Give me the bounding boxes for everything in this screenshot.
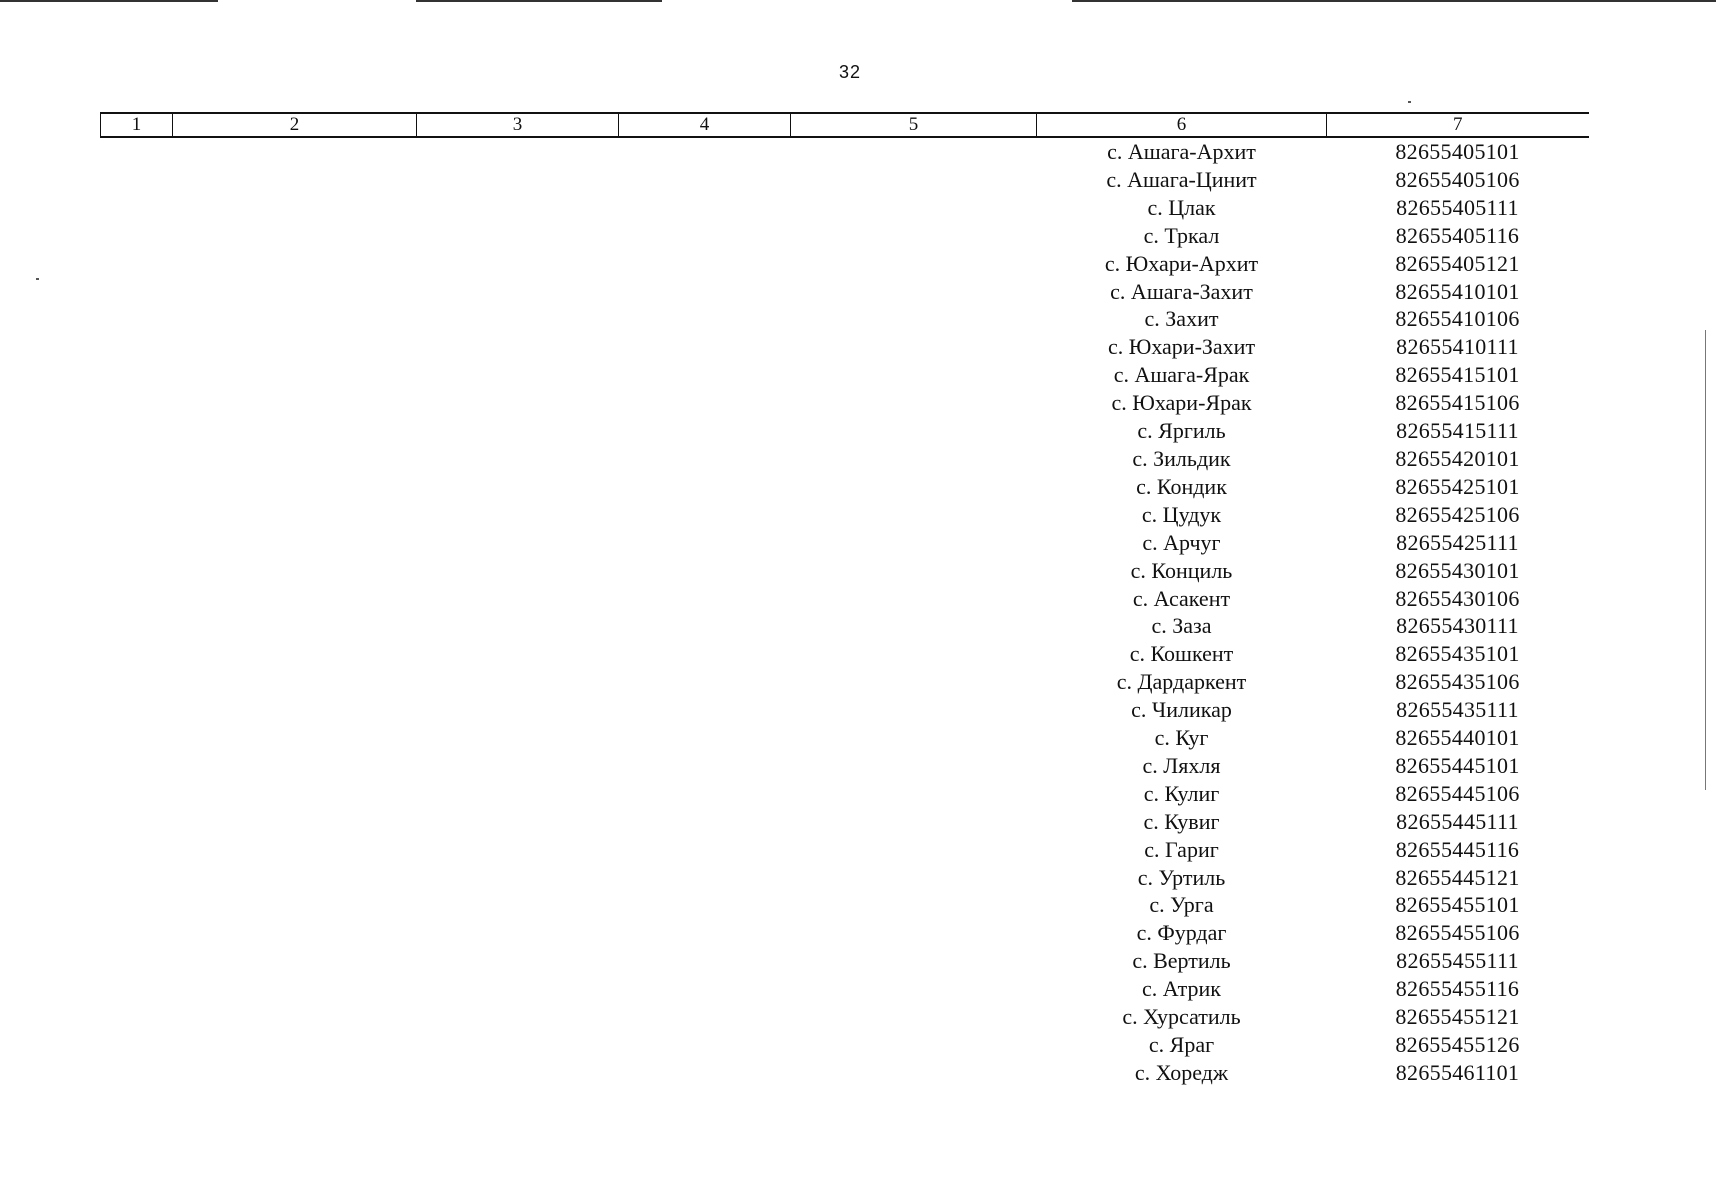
table-row xyxy=(101,585,1589,613)
empty-cell xyxy=(619,250,791,278)
empty-cell xyxy=(173,891,417,919)
empty-cell xyxy=(619,640,791,668)
table-row xyxy=(101,361,1589,389)
empty-cell xyxy=(417,668,619,696)
settlement-name-cell: с. Юхари-Архит xyxy=(1104,250,1259,276)
empty-cell xyxy=(173,250,417,278)
table-row xyxy=(101,919,1589,947)
oktmo-code-cell: 82655445106 xyxy=(1395,780,1520,806)
empty-cell xyxy=(173,417,417,445)
empty-cell xyxy=(101,166,173,194)
settlement-name-cell: с. Цудук xyxy=(1141,501,1222,527)
empty-cell xyxy=(791,389,1037,417)
empty-cell xyxy=(619,333,791,361)
table-row xyxy=(101,305,1589,333)
settlement-name-cell: с. Чиликар xyxy=(1131,697,1232,723)
settlement-name-cell: с. Яргиль xyxy=(1137,418,1226,444)
settlement-name-cell: с. Тркал xyxy=(1143,222,1220,248)
empty-cell xyxy=(791,808,1037,836)
empty-cell xyxy=(173,612,417,640)
scan-artifact xyxy=(1408,101,1411,103)
settlement-name-cell: с. Конциль xyxy=(1130,557,1233,583)
table-row xyxy=(101,780,1589,808)
oktmo-code-cell: 82655445116 xyxy=(1395,836,1520,862)
column-header-5: 5 xyxy=(791,113,1037,137)
empty-cell xyxy=(417,250,619,278)
table-row xyxy=(101,250,1589,278)
empty-cell xyxy=(173,808,417,836)
empty-cell xyxy=(619,166,791,194)
empty-cell xyxy=(619,305,791,333)
scan-edge-line xyxy=(416,0,662,2)
settlement-name-cell: с. Ашага-Ярак xyxy=(1113,362,1250,388)
empty-cell xyxy=(417,585,619,613)
table-row xyxy=(101,445,1589,473)
oktmo-code-cell: 82655455121 xyxy=(1395,1004,1520,1030)
table-row xyxy=(101,278,1589,306)
empty-cell xyxy=(619,919,791,947)
empty-cell xyxy=(619,222,791,250)
empty-cell xyxy=(791,445,1037,473)
empty-cell xyxy=(791,836,1037,864)
empty-cell xyxy=(173,836,417,864)
oktmo-code-cell: 82655461101 xyxy=(1395,1059,1520,1085)
oktmo-code-cell: 82655415106 xyxy=(1395,390,1520,416)
table-body xyxy=(101,137,1589,1087)
oktmo-code-cell: 82655445121 xyxy=(1395,864,1520,890)
empty-cell xyxy=(619,975,791,1003)
empty-cell xyxy=(101,780,173,808)
empty-cell xyxy=(417,361,619,389)
table-row xyxy=(101,137,1589,166)
empty-cell xyxy=(791,668,1037,696)
empty-cell xyxy=(101,222,173,250)
empty-cell xyxy=(173,501,417,529)
oktmo-code-cell: 82655440101 xyxy=(1395,725,1520,751)
empty-cell xyxy=(417,919,619,947)
settlement-name-cell: с. Ашага-Архит xyxy=(1107,139,1256,164)
empty-cell xyxy=(173,585,417,613)
column-header-7: 7 xyxy=(1327,113,1589,137)
empty-cell xyxy=(791,1003,1037,1031)
table-row xyxy=(101,808,1589,836)
empty-cell xyxy=(619,947,791,975)
empty-cell xyxy=(619,612,791,640)
empty-cell xyxy=(791,947,1037,975)
empty-cell xyxy=(417,529,619,557)
empty-cell xyxy=(619,529,791,557)
table-row xyxy=(101,166,1589,194)
empty-cell xyxy=(101,389,173,417)
settlement-name-cell: с. Ашага-Цинит xyxy=(1106,166,1257,192)
empty-cell xyxy=(619,417,791,445)
empty-cell xyxy=(417,445,619,473)
empty-cell xyxy=(417,166,619,194)
settlement-name-cell: с. Захит xyxy=(1144,306,1219,332)
empty-cell xyxy=(101,445,173,473)
empty-cell xyxy=(101,361,173,389)
empty-cell xyxy=(417,222,619,250)
table-row xyxy=(101,1059,1589,1087)
empty-cell xyxy=(619,1059,791,1087)
settlement-name-cell: с. Зильдик xyxy=(1132,445,1231,471)
empty-cell xyxy=(417,975,619,1003)
table-row xyxy=(101,696,1589,724)
oktmo-code-cell: 82655455126 xyxy=(1395,1032,1520,1057)
empty-cell xyxy=(417,696,619,724)
empty-cell xyxy=(791,696,1037,724)
empty-cell xyxy=(173,724,417,752)
settlement-name-cell: с. Кондик xyxy=(1136,473,1227,499)
empty-cell xyxy=(173,361,417,389)
oktmo-code-cell: 82655445101 xyxy=(1395,752,1520,778)
empty-cell xyxy=(173,947,417,975)
empty-cell xyxy=(101,529,173,557)
empty-cell xyxy=(619,1031,791,1059)
empty-cell xyxy=(417,389,619,417)
table-row xyxy=(101,975,1589,1003)
empty-cell xyxy=(101,1003,173,1031)
settlement-name-cell: с. Кулиг xyxy=(1143,780,1220,806)
settlement-name-cell: с. Гариг xyxy=(1144,836,1219,862)
empty-cell xyxy=(173,333,417,361)
empty-cell xyxy=(791,361,1037,389)
settlement-name-cell: с. Ляхля xyxy=(1142,752,1221,778)
table-row xyxy=(101,668,1589,696)
empty-cell xyxy=(101,278,173,306)
empty-cell xyxy=(791,780,1037,808)
settlement-name-cell: с. Юхари-Ярак xyxy=(1111,390,1252,416)
page-number: 32 xyxy=(838,62,862,82)
oktmo-code-cell: 82655455106 xyxy=(1395,920,1520,946)
empty-cell xyxy=(173,137,417,166)
empty-cell xyxy=(619,137,791,166)
table-row xyxy=(101,417,1589,445)
empty-cell xyxy=(619,194,791,222)
settlement-name-cell: с. Вертиль xyxy=(1132,948,1231,974)
oktmo-code-cell: 82655455101 xyxy=(1395,892,1520,918)
empty-cell xyxy=(619,808,791,836)
empty-cell xyxy=(791,250,1037,278)
oktmo-code-cell: 82655425111 xyxy=(1396,529,1519,555)
header-row xyxy=(101,113,1589,137)
empty-cell xyxy=(417,557,619,585)
empty-cell xyxy=(101,891,173,919)
empty-cell xyxy=(417,864,619,892)
column-header-2: 2 xyxy=(173,113,417,137)
empty-cell xyxy=(619,361,791,389)
empty-cell xyxy=(417,1031,619,1059)
empty-cell xyxy=(173,557,417,585)
table-row xyxy=(101,557,1589,585)
table-row xyxy=(101,947,1589,975)
empty-cell xyxy=(417,891,619,919)
oktmo-code-cell: 82655435106 xyxy=(1395,669,1520,695)
document-table xyxy=(100,112,1589,1087)
empty-cell xyxy=(619,724,791,752)
empty-cell xyxy=(173,1031,417,1059)
empty-cell xyxy=(101,724,173,752)
empty-cell xyxy=(619,891,791,919)
settlement-name-cell: с. Кувиг xyxy=(1143,808,1220,834)
empty-cell xyxy=(791,612,1037,640)
empty-cell xyxy=(173,222,417,250)
empty-cell xyxy=(619,473,791,501)
oktmo-code-cell: 82655435101 xyxy=(1395,641,1520,667)
empty-cell xyxy=(101,919,173,947)
scan-artifact xyxy=(1705,330,1706,790)
empty-cell xyxy=(619,501,791,529)
empty-cell xyxy=(791,501,1037,529)
empty-cell xyxy=(173,445,417,473)
table-header xyxy=(101,113,1589,137)
table-row xyxy=(101,612,1589,640)
empty-cell xyxy=(173,864,417,892)
oktmo-code-cell: 82655410101 xyxy=(1395,278,1520,304)
empty-cell xyxy=(791,557,1037,585)
table-row xyxy=(101,836,1589,864)
empty-cell xyxy=(173,975,417,1003)
empty-cell xyxy=(101,947,173,975)
empty-cell xyxy=(173,640,417,668)
empty-cell xyxy=(791,417,1037,445)
table-row xyxy=(101,752,1589,780)
scan-artifact xyxy=(36,278,39,280)
empty-cell xyxy=(101,668,173,696)
empty-cell xyxy=(101,752,173,780)
empty-cell xyxy=(101,864,173,892)
empty-cell xyxy=(173,389,417,417)
empty-cell xyxy=(619,696,791,724)
empty-cell xyxy=(173,1059,417,1087)
table-row xyxy=(101,194,1589,222)
oktmo-code-cell: 82655435111 xyxy=(1396,697,1519,723)
oktmo-code-cell: 82655405111 xyxy=(1396,194,1519,220)
settlement-name-cell: с. Хоредж xyxy=(1134,1059,1229,1085)
empty-cell xyxy=(791,194,1037,222)
empty-cell xyxy=(791,529,1037,557)
column-header-4: 4 xyxy=(619,113,791,137)
empty-cell xyxy=(173,194,417,222)
table-row xyxy=(101,891,1589,919)
table-row xyxy=(101,640,1589,668)
empty-cell xyxy=(101,417,173,445)
empty-cell xyxy=(619,585,791,613)
oktmo-code-cell: 82655410111 xyxy=(1396,334,1519,360)
empty-cell xyxy=(173,696,417,724)
oktmo-code-cell: 82655425101 xyxy=(1395,473,1520,499)
empty-cell xyxy=(619,780,791,808)
settlement-name-cell: с. Урга xyxy=(1149,892,1214,918)
table-row xyxy=(101,1031,1589,1059)
empty-cell xyxy=(417,752,619,780)
empty-cell xyxy=(173,529,417,557)
table-row xyxy=(101,389,1589,417)
empty-cell xyxy=(791,752,1037,780)
empty-cell xyxy=(101,1059,173,1087)
empty-cell xyxy=(101,1031,173,1059)
empty-cell xyxy=(417,333,619,361)
oktmo-code-cell: 82655405121 xyxy=(1395,250,1520,276)
oktmo-code-cell: 82655425106 xyxy=(1395,501,1520,527)
empty-cell xyxy=(417,947,619,975)
settlement-name-cell: с. Цлак xyxy=(1147,194,1216,220)
empty-cell xyxy=(791,640,1037,668)
empty-cell xyxy=(173,752,417,780)
empty-cell xyxy=(101,473,173,501)
column-header-6: 6 xyxy=(1037,113,1327,137)
empty-cell xyxy=(417,1059,619,1087)
settlement-name-cell: с. Атрик xyxy=(1142,976,1221,1002)
empty-cell xyxy=(791,724,1037,752)
empty-cell xyxy=(101,557,173,585)
oktmo-code-cell: 82655430101 xyxy=(1395,557,1520,583)
empty-cell xyxy=(791,919,1037,947)
empty-cell xyxy=(791,585,1037,613)
empty-cell xyxy=(173,780,417,808)
empty-cell xyxy=(101,808,173,836)
empty-cell xyxy=(619,864,791,892)
empty-cell xyxy=(417,501,619,529)
empty-cell xyxy=(173,919,417,947)
settlement-name-cell: с. Уртиль xyxy=(1137,864,1226,890)
column-header-3: 3 xyxy=(417,113,619,137)
empty-cell xyxy=(619,557,791,585)
empty-cell xyxy=(791,333,1037,361)
empty-cell xyxy=(173,668,417,696)
empty-cell xyxy=(619,1003,791,1031)
empty-cell xyxy=(619,752,791,780)
column-header-1: 1 xyxy=(101,113,173,137)
oktmo-code-cell: 82655415111 xyxy=(1396,418,1519,444)
empty-cell xyxy=(101,585,173,613)
settlement-name-cell: с. Фурдаг xyxy=(1136,920,1227,946)
empty-cell xyxy=(619,836,791,864)
empty-cell xyxy=(417,417,619,445)
empty-cell xyxy=(101,696,173,724)
empty-cell xyxy=(791,278,1037,306)
table-row xyxy=(101,1003,1589,1031)
empty-cell xyxy=(619,668,791,696)
table-row xyxy=(101,333,1589,361)
empty-cell xyxy=(791,305,1037,333)
empty-cell xyxy=(417,808,619,836)
empty-cell xyxy=(417,137,619,166)
empty-cell xyxy=(417,640,619,668)
oktmo-code-cell: 82655405116 xyxy=(1395,222,1520,248)
empty-cell xyxy=(791,864,1037,892)
oktmo-code-cell: 82655430111 xyxy=(1396,613,1519,639)
empty-cell xyxy=(417,1003,619,1031)
settlement-name-cell: с. Куг xyxy=(1154,725,1209,751)
oktmo-code-cell: 82655420101 xyxy=(1395,445,1520,471)
empty-cell xyxy=(173,473,417,501)
empty-cell xyxy=(101,836,173,864)
empty-cell xyxy=(791,473,1037,501)
empty-cell xyxy=(101,305,173,333)
empty-cell xyxy=(791,166,1037,194)
empty-cell xyxy=(173,1003,417,1031)
oktmo-code-cell: 82655445111 xyxy=(1396,808,1519,834)
oktmo-code-cell: 82655430106 xyxy=(1395,585,1520,611)
oktmo-code-cell: 82655405101 xyxy=(1395,139,1520,164)
empty-cell xyxy=(791,891,1037,919)
scan-edge-line xyxy=(1072,0,1716,2)
empty-cell xyxy=(417,612,619,640)
table-row xyxy=(101,724,1589,752)
empty-cell xyxy=(101,137,173,166)
empty-cell xyxy=(417,836,619,864)
settlement-name-cell: с. Кошкент xyxy=(1129,641,1234,667)
empty-cell xyxy=(791,137,1037,166)
settlement-name-cell: с. Хурсатиль xyxy=(1122,1004,1241,1030)
settlement-name-cell: с. Арчуг xyxy=(1142,529,1221,555)
empty-cell xyxy=(417,278,619,306)
table-row xyxy=(101,501,1589,529)
table-row xyxy=(101,864,1589,892)
oktmo-code-cell: 82655455116 xyxy=(1395,976,1520,1002)
empty-cell xyxy=(791,222,1037,250)
empty-cell xyxy=(417,780,619,808)
empty-cell xyxy=(101,612,173,640)
empty-cell xyxy=(791,1031,1037,1059)
table-row xyxy=(101,473,1589,501)
settlement-name-cell: с. Дардаркент xyxy=(1116,669,1247,695)
settlement-name-cell: с. Асакент xyxy=(1132,585,1231,611)
empty-cell xyxy=(101,194,173,222)
empty-cell xyxy=(791,975,1037,1003)
empty-cell xyxy=(619,278,791,306)
empty-cell xyxy=(101,975,173,1003)
settlement-name-cell: с. Юхари-Захит xyxy=(1107,334,1256,360)
empty-cell xyxy=(101,501,173,529)
oktmo-code-cell: 82655410106 xyxy=(1395,306,1520,332)
empty-cell xyxy=(791,1059,1037,1087)
empty-cell xyxy=(173,305,417,333)
scan-edge-line xyxy=(0,0,218,2)
settlement-name-cell: с. Заза xyxy=(1151,613,1212,639)
settlement-name-cell: с. Яраг xyxy=(1148,1032,1215,1057)
empty-cell xyxy=(619,445,791,473)
oktmo-code-cell: 82655455111 xyxy=(1396,948,1519,974)
empty-cell xyxy=(417,194,619,222)
table-row xyxy=(101,222,1589,250)
empty-cell xyxy=(101,250,173,278)
table-row xyxy=(101,529,1589,557)
empty-cell xyxy=(417,305,619,333)
empty-cell xyxy=(417,724,619,752)
empty-cell xyxy=(101,333,173,361)
oktmo-code-cell: 82655405106 xyxy=(1395,166,1520,192)
empty-cell xyxy=(173,278,417,306)
settlement-name-cell: с. Ашага-Захит xyxy=(1110,278,1253,304)
oktmo-code-cell: 82655415101 xyxy=(1395,362,1520,388)
empty-cell xyxy=(619,389,791,417)
empty-cell xyxy=(173,166,417,194)
empty-cell xyxy=(417,473,619,501)
empty-cell xyxy=(101,640,173,668)
